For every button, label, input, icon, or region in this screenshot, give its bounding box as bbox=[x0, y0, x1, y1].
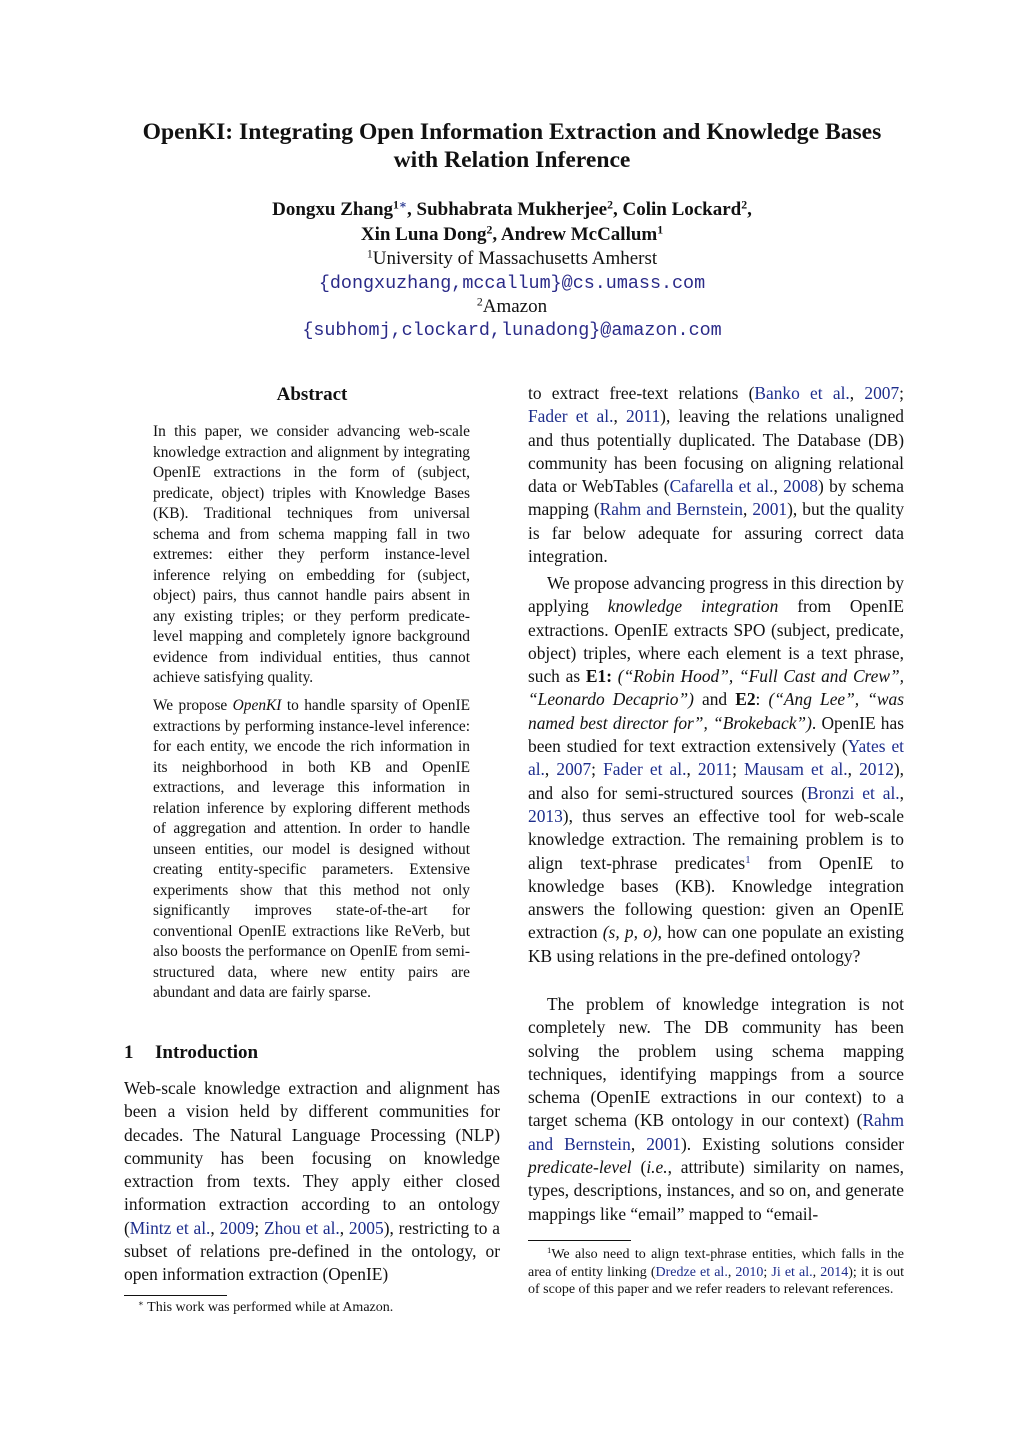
text-run: Web-scale knowledge extraction and alignment has been a vision held by different communities for decades. The Natural Language Processing (NLP) community has been focusing on knowledge extraction from texts. They apply either closed information extraction according to an ontology ( bbox=[124, 1078, 500, 1238]
author-line-2 bbox=[0, 222, 1024, 248]
text-run: , bbox=[210, 1217, 220, 1238]
text-run: from OpenIE extractions. OpenIE extracts SPO (subject, predicate, object) triples, where each element is a text phrase, such as bbox=[528, 596, 904, 687]
text-run: ), leaving the relations unaligned and thus potentially duplicated. The Database (DB) community has been focusing on aligning relational data or WebTables ( bbox=[528, 406, 904, 497]
text-run: , bbox=[899, 782, 904, 803]
title-line-2: with Relation Inference bbox=[393, 147, 631, 173]
citation-link[interactable]: Mintz et al. bbox=[129, 1217, 211, 1238]
footnote-text: We also need to align text-phrase entities, which falls in the area of entity linking ( bbox=[528, 1247, 904, 1280]
footnote-1 bbox=[528, 1246, 904, 1299]
text-run: : bbox=[755, 689, 769, 710]
text-run: to extract free-text relations ( bbox=[528, 383, 755, 403]
text-run: , bbox=[847, 759, 860, 780]
text-run: The problem of knowledge integration is not completely new. The DB community has been solving the problem using schema mapping techniques, identifying mappings from a source schema (OpenIE extractions in our context) to a target schema (KB ontology in our context) ( bbox=[528, 994, 904, 1131]
text-run: ). Existing solutions consider bbox=[681, 1133, 904, 1154]
text-run: , bbox=[630, 1133, 647, 1154]
text-run: and bbox=[693, 689, 736, 710]
citation-link[interactable]: 2013 bbox=[528, 805, 563, 826]
footnote-text: ); it is out of scope of this paper and we refer readers to relevant references. bbox=[528, 1264, 905, 1298]
text-run: to handle sparsity of OpenIE extractions by performing instance-level inference: for each entity, we encode the rich information in its neighborhood in both KB and OpenIE extractions, and leverage this information in relation inference by exploring different methods of aggregation and attention. In order to handle unseen entities, our model is designed without creating entity-specific parameters. Extensive experiments show that this method not only significantly improves state-of-the-art for conventional OpenIE extractions like ReVerb, but also boosts the performance on OpenIE from semi-structured data, where new entity pairs are abundant and data are fairly sparse. bbox=[153, 697, 471, 1001]
citation-link[interactable]: Cafarella et al. bbox=[669, 476, 774, 497]
right-paragraph-3 bbox=[528, 993, 904, 1226]
text-run: , bbox=[544, 759, 557, 780]
abstract-heading: Abstract bbox=[276, 384, 348, 405]
title-line-1: OpenKI: Integrating Open Information Extraction and Knowledge Bases bbox=[142, 119, 882, 145]
text-run: ( bbox=[631, 1157, 647, 1178]
text-run: , how can one populate an existing KB using relations in the pre-defined ontology? bbox=[528, 922, 904, 966]
text-run: ; bbox=[732, 759, 745, 780]
emphasis: knowledge integration bbox=[607, 596, 779, 617]
citation-link[interactable]: Fader et al. bbox=[528, 406, 614, 427]
emphasis: predicate-level bbox=[528, 1157, 632, 1178]
example-text: (“Robin Hood”, “Full Cast and Crew”, “Leonardo Decaprio”) bbox=[528, 666, 905, 710]
citation-link[interactable]: Rahm and Bernstein bbox=[599, 499, 743, 520]
author-separator: , bbox=[747, 199, 752, 220]
text-run: ; bbox=[899, 383, 904, 403]
affiliation-mark: 1 bbox=[366, 247, 373, 261]
citation-link[interactable]: Mausam et al. bbox=[744, 759, 848, 780]
text-run: ; bbox=[763, 1264, 772, 1280]
author-name: , Andrew McCallum bbox=[492, 224, 658, 245]
citation-link[interactable]: Bronzi et al. bbox=[807, 782, 900, 803]
abstract-paragraph-1: In this paper, we consider advancing web-scale knowledge extraction and alignment by integrating OpenIE extractions in the form of (subject, predicate, object) triples with Knowledge Bases (KB). Traditional techniques from universal schema and from schema mapping fall in two extremes: either they perform instance-level inference relying on embedding for (subject, object) pairs, thus cannot handle pairs absent in any existing triples; or they perform predicate-level mapping and completely ignore background evidence from individual entities, thus cannot achieve satisfying quality. bbox=[153, 423, 470, 686]
paper-title bbox=[0, 118, 1024, 174]
footnote-divider bbox=[528, 1240, 631, 1241]
abstract-paragraph-2 bbox=[153, 696, 470, 1004]
footnote-divider bbox=[124, 1295, 227, 1296]
section-number: 1 bbox=[124, 1042, 134, 1063]
emphasis: i.e. bbox=[646, 1157, 668, 1178]
text-run: , attribute) similarity on names, types, descriptions, instances, and so on, and generate mappings like “email” mapped to “email- bbox=[528, 1157, 904, 1224]
citation-link[interactable]: Ji et al. bbox=[771, 1264, 813, 1280]
citation-link[interactable]: 2011 bbox=[626, 406, 661, 427]
text-run: We propose advancing progress in this direction by applying bbox=[528, 573, 904, 617]
text-run: ), and also for semi-structured sources ( bbox=[528, 759, 905, 803]
section-title: Introduction bbox=[155, 1042, 259, 1063]
text-run: , bbox=[339, 1217, 349, 1238]
citation-link[interactable]: 2008 bbox=[783, 476, 818, 497]
text-run: ), but the quality is far below adequate for assuring correct data integration. bbox=[528, 499, 905, 567]
email-1: {dongxuzhang,mccallum}@cs.umass.com bbox=[318, 273, 706, 294]
citation-link[interactable]: 2007 bbox=[556, 759, 592, 780]
author-name: , Colin Lockard bbox=[612, 199, 742, 220]
affiliation-mark: 2 bbox=[741, 198, 748, 212]
footnote-star-link[interactable]: ∗ bbox=[398, 198, 408, 212]
citation-link[interactable]: 2005 bbox=[348, 1217, 384, 1238]
text-run: from OpenIE to knowledge bases (KB). Knowledge integration answers the following question: given an OpenIE extraction bbox=[528, 852, 904, 943]
right-paragraph-1 bbox=[528, 382, 904, 568]
footnote-mark: ∗ bbox=[138, 1298, 144, 1309]
text-run: , bbox=[613, 406, 627, 427]
text-run: ), restricting to a subset of relations pre-defined in the ontology, or open information extraction (OpenIE) bbox=[124, 1217, 500, 1285]
affiliation-2 bbox=[0, 294, 1024, 320]
math-expression: (s, p, o) bbox=[602, 922, 658, 943]
affiliation-name: Amazon bbox=[482, 296, 548, 317]
affiliation-mark: 1 bbox=[657, 223, 664, 237]
example-label: E2 bbox=[735, 689, 756, 710]
citation-link[interactable]: Yates et al. bbox=[528, 736, 904, 780]
text-run: ; bbox=[591, 759, 604, 780]
affiliation-name: University of Massachusetts Amherst bbox=[372, 248, 658, 269]
affiliation-mark: 2 bbox=[607, 198, 613, 212]
citation-link[interactable]: 2001 bbox=[646, 1133, 681, 1154]
text-run: , bbox=[742, 499, 753, 520]
affiliation-mark: 1 bbox=[393, 198, 399, 212]
text-run: We propose bbox=[153, 697, 233, 714]
citation-link[interactable]: 2014 bbox=[820, 1264, 849, 1280]
citation-link[interactable]: Fader et al. bbox=[603, 759, 687, 780]
citation-link[interactable]: Zhou et al. bbox=[263, 1217, 340, 1238]
citation-link[interactable]: 2001 bbox=[752, 499, 788, 520]
author-name: Dongxu Zhang bbox=[272, 199, 394, 220]
right-paragraph-2 bbox=[528, 572, 904, 968]
text-run: ), thus serves an effective tool for web-scale knowledge extraction. The remaining problem is to align text-phrase predicates bbox=[528, 805, 904, 873]
emphasis: OpenKI bbox=[232, 697, 282, 714]
author-name: , Subhabrata Mukherjee bbox=[407, 199, 608, 220]
intro-paragraph-1 bbox=[124, 1077, 500, 1287]
text-run: , bbox=[727, 1264, 736, 1280]
example-text: (“Ang Lee”, “was named best director for”, “Brokeback”) bbox=[528, 689, 904, 733]
text-run: . OpenIE has been studied for text extraction extensively ( bbox=[528, 712, 904, 757]
footnote-mark: 1 bbox=[547, 1245, 552, 1256]
citation-link[interactable]: Banko et al. bbox=[754, 383, 850, 403]
footnote-star bbox=[138, 1299, 498, 1317]
citation-link[interactable]: 2010 bbox=[735, 1264, 764, 1280]
citation-link[interactable]: 2012 bbox=[859, 759, 894, 780]
example-label: E1: bbox=[585, 666, 613, 687]
email-2: {subhomj,clockard,lunadong}@amazon.com bbox=[302, 320, 722, 341]
text-run: ; bbox=[254, 1217, 264, 1238]
citation-link[interactable]: Rahm and Bernstein bbox=[528, 1110, 904, 1154]
footnote-link[interactable]: 1 bbox=[745, 853, 751, 866]
citation-link[interactable]: 2007 bbox=[864, 383, 900, 403]
author-line-1 bbox=[0, 197, 1024, 223]
author-name: Xin Luna Dong bbox=[360, 224, 487, 245]
text-run: , bbox=[686, 759, 698, 780]
section-heading-introduction bbox=[124, 1040, 258, 1066]
citation-link[interactable]: 2009 bbox=[219, 1217, 255, 1238]
text-run: , bbox=[849, 383, 865, 403]
text-run: , bbox=[773, 476, 784, 497]
affiliation-mark: 2 bbox=[476, 295, 483, 309]
footnote-text: This work was performed while at Amazon. bbox=[143, 1300, 394, 1315]
citation-link[interactable]: Dredze et al. bbox=[655, 1264, 728, 1280]
affiliation-mark: 2 bbox=[486, 223, 493, 237]
text-run: ) by schema mapping ( bbox=[528, 476, 904, 520]
text-run: , bbox=[812, 1264, 821, 1280]
citation-link[interactable]: 2011 bbox=[697, 759, 733, 780]
affiliation-1 bbox=[0, 246, 1024, 272]
